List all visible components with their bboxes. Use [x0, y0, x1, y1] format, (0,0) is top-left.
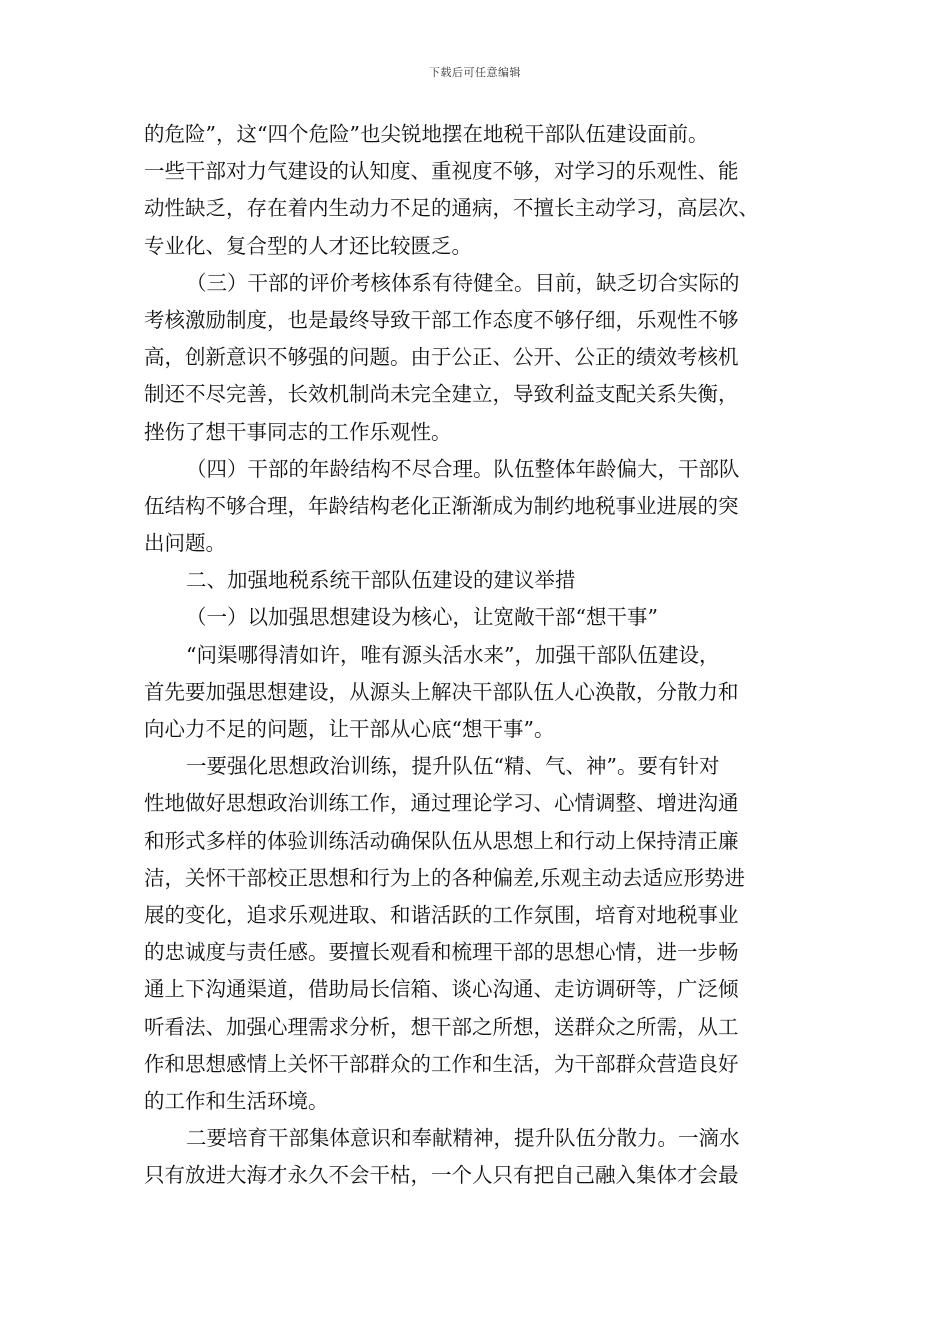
text-line: 的工作和生活环境。: [144, 1088, 329, 1113]
text-line: 向心力不足的问题，让干部从心底“想干事”。: [144, 717, 555, 741]
text-line: 的危险”，这“四个危险”也尖锐地摆在地税干部队伍建设面前。: [144, 122, 709, 146]
text-line: 制还不尽完善，长效机制尚未完全建立，导致利益支配关系失衡，: [144, 382, 739, 407]
text-line: （三）干部的评价考核体系有待健全。目前，缺乏切合实际的: [186, 270, 740, 295]
text-line: 洁，关怀干部校正思想和行为上的各种偏差,乐观主动去适应形势进: [144, 865, 746, 890]
text-line: 通上下沟通渠道，借助局长信箱、谈心沟通、走访调研等，广泛倾: [144, 977, 739, 1002]
text-line: 动性缺乏，存在着内生动力不足的通病，不擅长主动学习，高层次、: [144, 196, 759, 221]
page-header: 下载后可任意编辑: [429, 66, 521, 79]
document-body: [144, 116, 812, 1194]
text-line: 一要强化思想政治训练，提升队伍“精、气、神”。要有针对: [186, 754, 720, 779]
text-line: 专业化、复合型的人才还比较匮乏。: [144, 233, 472, 258]
text-line: 伍结构不够合理，年龄结构老化正渐渐成为制约地税事业进展的突: [144, 493, 739, 518]
text-line: （四）干部的年龄结构不尽合理。队伍整体年龄偏大，干部队: [186, 456, 740, 481]
text-line: 的忠诚度与责任感。要擅长观看和梳理干部的思想心情，进一步畅: [144, 940, 739, 965]
text-line: 首先要加强思想建设，从源头上解决干部队伍人心涣散，分散力和: [144, 679, 739, 704]
text-line: 挫伤了想干事同志的工作乐观性。: [144, 419, 452, 444]
text-line: 展的变化，追求乐观进取、和谐活跃的工作氛围，培育对地税事业: [144, 902, 739, 927]
text-line: 性地做好思想政治训练工作，通过理论学习、心情调整、增进沟通: [144, 791, 739, 816]
text-line: “问渠哪得清如许，唯有源头活水来”，加强干部队伍建设，: [186, 642, 720, 667]
text-line: 作和思想感情上关怀干部群众的工作和生活，为干部群众营造良好: [144, 1051, 739, 1076]
text-line: 出问题。: [144, 531, 226, 556]
text-line: 二要培育干部集体意识和奉献精神，提升队伍分散力。一滴水: [186, 1126, 740, 1151]
text-line: 只有放进大海才永久不会干枯，一个人只有把自己融入集体才会最: [144, 1163, 739, 1188]
text-line: 一些干部对力气建设的认知度、重视度不够，对学习的乐观性、能: [144, 159, 739, 184]
text-line: 和形式多样的体验训练活动确保队伍从思想上和行动上保持清正廉: [144, 828, 739, 853]
text-line: 二、加强地税系统干部队伍建设的建议举措: [186, 568, 576, 593]
text-line: （一）以加强思想建设为核心，让宽敞干部“想干事”: [186, 605, 658, 630]
text-line: 听看法、加强心理需求分析，想干部之所想，送群众之所需，从工: [144, 1014, 739, 1039]
text-line: 高，创新意识不够强的问题。由于公正、公开、公正的绩效考核机: [144, 345, 739, 370]
text-line: 考核激励制度，也是最终导致干部工作态度不够仔细，乐观性不够: [144, 307, 739, 332]
